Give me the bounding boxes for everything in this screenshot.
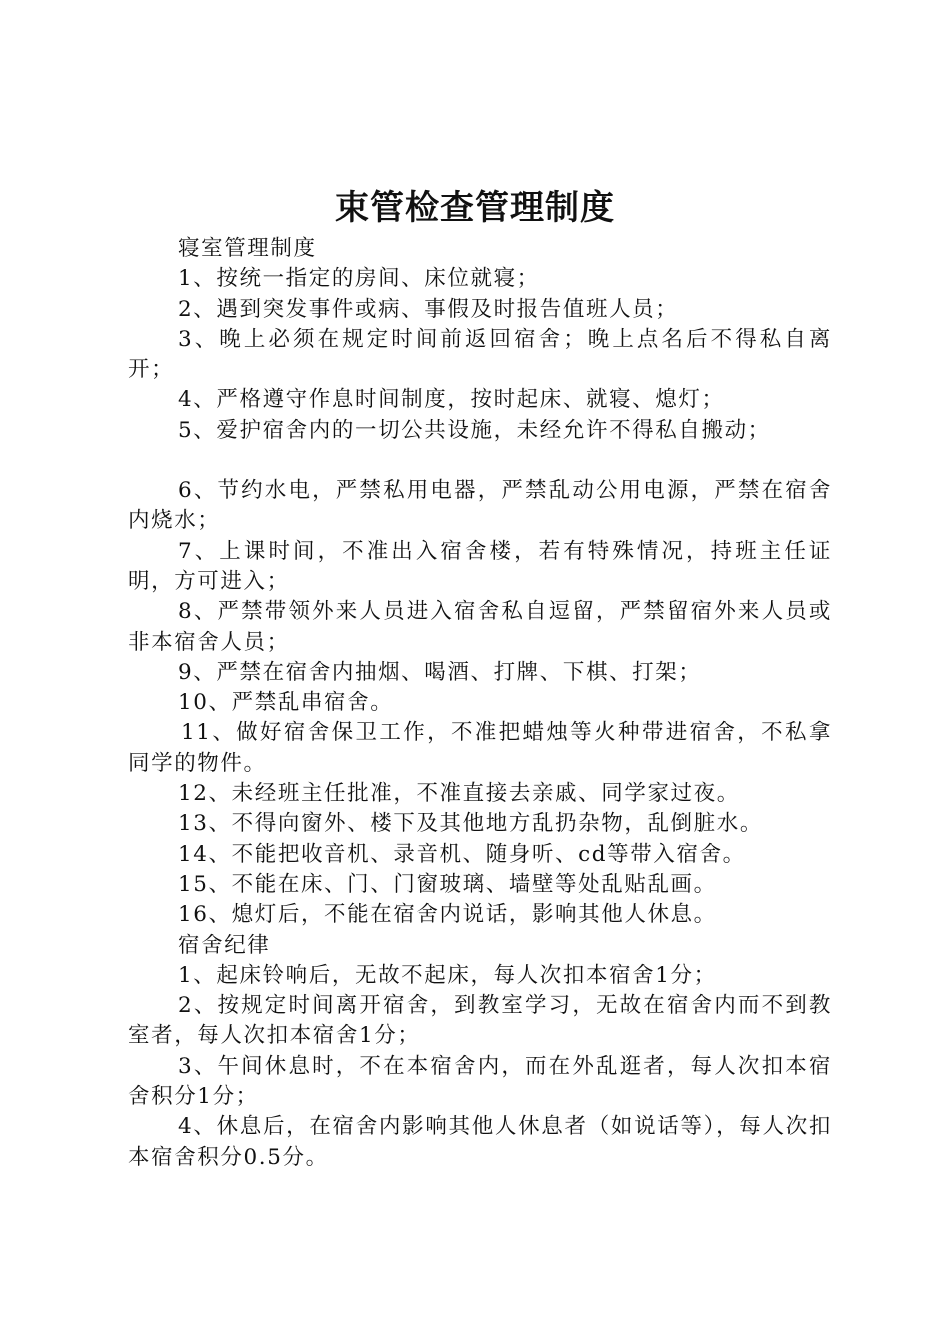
discipline-item: 4、休息后，在宿舍内影响其他人休息者（如说话等），每人次扣本宿舍积分0.5分。 xyxy=(128,1114,832,1170)
rule-item: 7、上课时间，不准出入宿舍楼，若有特殊情况，持班主任证明，方可进入； xyxy=(128,538,832,594)
discipline-item: 1、起床铃响后，无故不起床，每人次扣本宿舍1分； xyxy=(178,962,717,988)
discipline-item: 2、按规定时间离开宿舍，到教室学习，无故在宿舍内而不到教室者，每人次扣本宿舍1分； xyxy=(128,993,832,1049)
rule-item: 10、严禁乱串宿舍。 xyxy=(178,690,394,716)
rule-item: 14、不能把收音机、录音机、随身听、cd等带入宿舍。 xyxy=(178,841,746,867)
rule-item: 2、遇到突发事件或病、事假及时报告值班人员； xyxy=(178,296,679,322)
rule-item: 8、严禁带领外来人员进入宿舍私自逗留，严禁留宿外来人员或非本宿舍人员； xyxy=(128,599,832,655)
rule-item: 5、爱护宿舍内的一切公共设施，未经允许不得私自搬动； xyxy=(178,417,771,443)
rule-item: 12、未经班主任批准，不准直接去亲戚、同学家过夜。 xyxy=(178,781,740,807)
document-title: 束管检查管理制度 xyxy=(335,188,615,228)
document-body xyxy=(128,234,832,1173)
rule-item: 6、节约水电，严禁私用电器，严禁乱动公用电源，严禁在宿舍内烧水； xyxy=(128,478,832,534)
rule-item: 16、熄灯后，不能在宿舍内说话，影响其他人休息。 xyxy=(178,902,717,928)
rule-item: 3、晚上必须在规定时间前返回宿舍；晚上点名后不得私自离开； xyxy=(128,326,832,383)
rule-item: 9、严禁在宿舍内抽烟、喝酒、打牌、下棋、打架； xyxy=(178,659,702,685)
section-heading-dorm-rules: 寝室管理制度 xyxy=(178,236,317,261)
discipline-item: 3、午间休息时，不在本宿舍内，而在外乱逛者，每人次扣本宿舍积分1分； xyxy=(128,1053,832,1110)
section-heading-dorm-discipline: 宿舍纪律 xyxy=(178,932,271,958)
rule-item: 4、严格遵守作息时间制度，按时起床、就寝、熄灯； xyxy=(178,387,725,413)
rule-item: 15、不能在床、门、门窗玻璃、墙壁等处乱贴乱画。 xyxy=(178,871,717,897)
rule-item: 1、按统一指定的房间、床位就寝； xyxy=(178,266,540,292)
rule-item: 11、做好宿舍保卫工作，不准把蜡烛等火种带进宿舍，不私拿同学的物件。 xyxy=(128,720,832,776)
rule-item: 13、不得向窗外、楼下及其他地方乱扔杂物，乱倒脏水。 xyxy=(178,811,763,837)
